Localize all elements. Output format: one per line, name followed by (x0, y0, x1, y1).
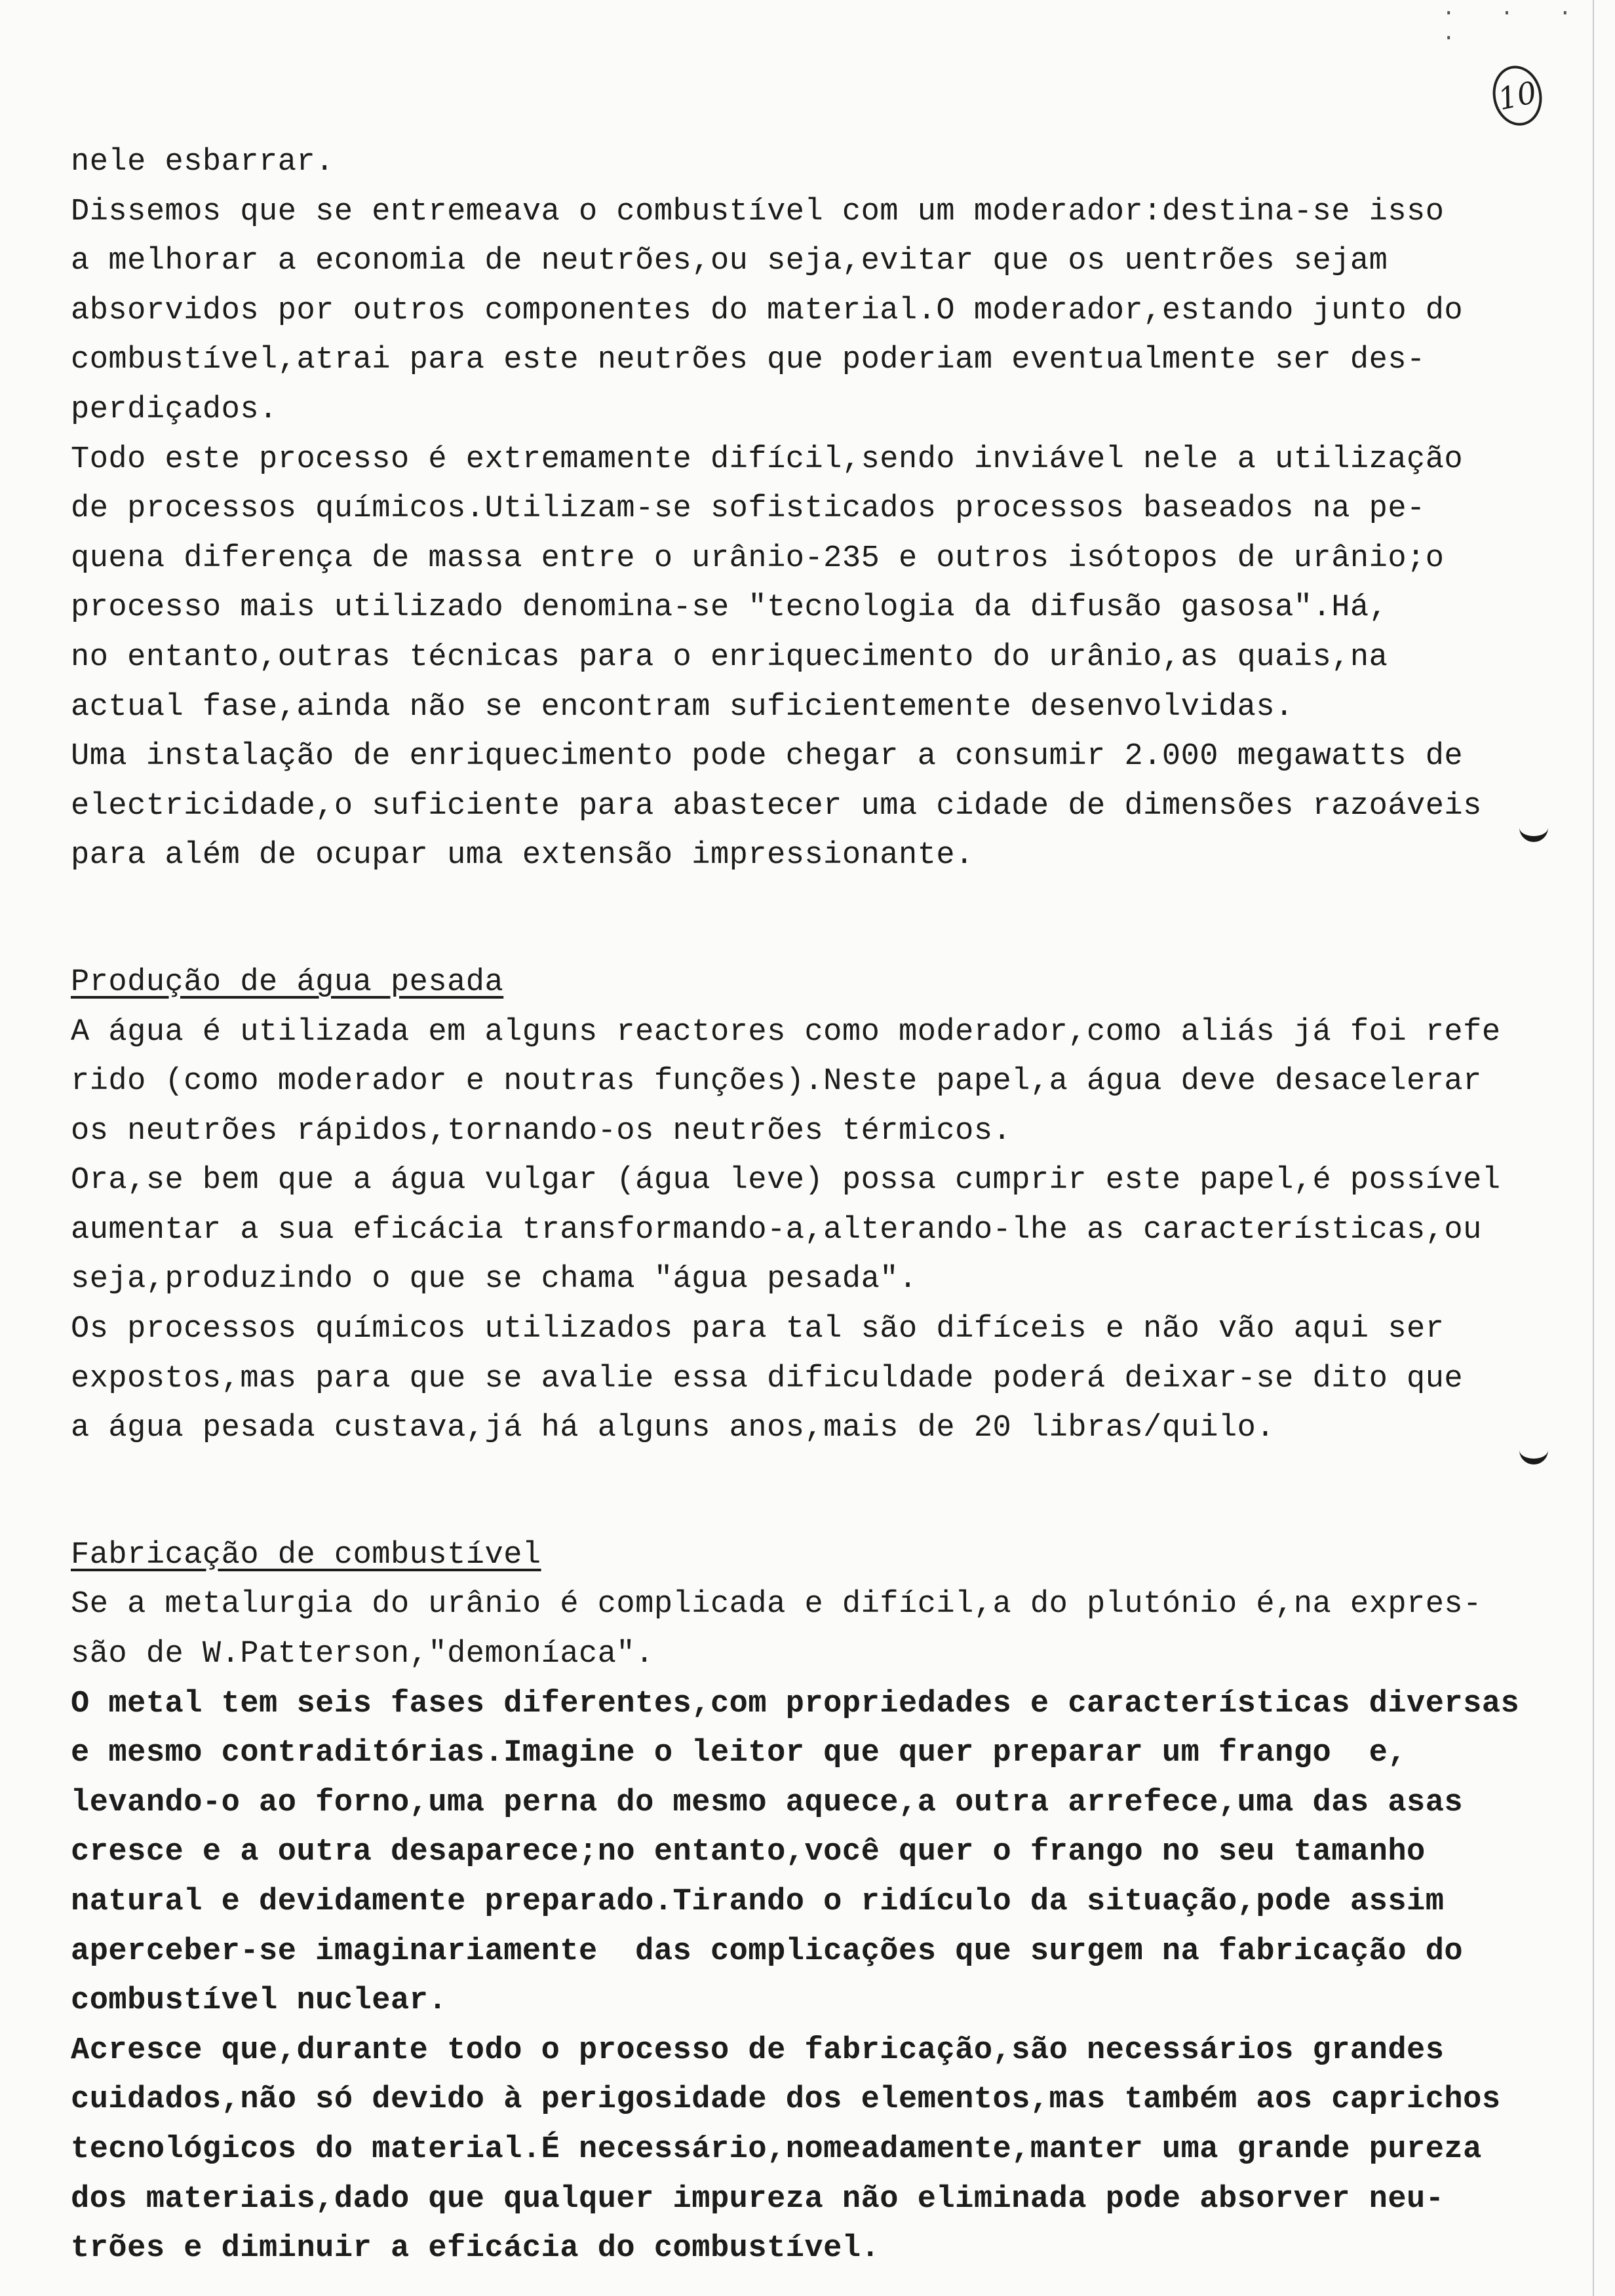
text-line: a água pesada custava,já há alguns anos,mais de 20 libras/quilo. (71, 1411, 1275, 1446)
text-line: Ora,se bem que a água vulgar (água leve) possa cumprir este papel,é possível (71, 1163, 1501, 1198)
text-line: trões e diminuir a eficácia do combustível. (71, 2231, 880, 2267)
text-line: nele esbarrar. (71, 145, 334, 180)
section-gap (71, 1453, 1565, 1531)
text-line: Acresce que,durante todo o processo de fabricação,são necessários grandes (71, 2033, 1445, 2068)
text-line: no entanto,outras técnicas para o enriquecimento do urânio,as quais,na (71, 640, 1388, 675)
text-line: tecnológicos do material.É necessário,nomeadamente,manter uma grande pureza (71, 2132, 1482, 2167)
page-number: 10 (1487, 61, 1547, 130)
text-line: cresce e a outra desaparece;no entanto,você quer o frango no seu tamanho (71, 1835, 1426, 1870)
text-line: aperceber-se imaginariamente das complicações que surgem na fabricação do (71, 1934, 1464, 1969)
text-line: Dissemos que se entremeava o combustível com um moderador:destina-se isso (71, 194, 1445, 229)
text-line: de processos químicos.Utilizam-se sofisticados processos baseados na pe- (71, 491, 1426, 527)
text-line: natural e devidamente preparado.Tirando o ridículo da situação,pode assim (71, 1885, 1445, 1919)
text-line: cuidados,não só devido à perigosidade dos elementos,mas também aos caprichos (71, 2082, 1501, 2118)
text-line: combustível nuclear. (71, 1983, 448, 2019)
section-heading-fuel-fabrication: Fabricação de combustível (71, 1537, 541, 1573)
text-line: actual fase,ainda não se encontram suficientemente desenvolvidas. (71, 689, 1294, 725)
text-line: os neutrões rápidos,tornando-os neutrões térmicos. (71, 1113, 1012, 1149)
text-line: quena diferença de massa entre o urânio-235 e outros isótopos de urânio;o (71, 541, 1445, 576)
section-heading-heavy-water: Produção de água pesada (71, 965, 504, 1000)
text-line: combustível,atrai para este neutrões que poderiam eventualmente ser des- (71, 343, 1426, 378)
text-line: absorvidos por outros componentes do material.O moderador,estando junto do (71, 293, 1464, 328)
text-line: processo mais utilizado denomina-se "tecnologia da difusão gasosa".Há, (71, 590, 1388, 626)
text-line: levando-o ao forno,uma perna do mesmo aquece,a outra arrefece,uma das asas (71, 1785, 1464, 1820)
text-line: perdiçados. (71, 392, 278, 427)
section-gap (71, 881, 1565, 958)
text-line: aumentar a sua eficácia transformando-a,alterando-lhe as características,ou (71, 1212, 1482, 1248)
typed-body (71, 138, 1565, 2274)
text-line: A água é utilizada em alguns reactores como moderador,como aliás já foi refe (71, 1014, 1501, 1050)
text-line: rido (como moderador e noutras funções).Neste papel,a água deve desacelerar (71, 1064, 1482, 1100)
text-line: a melhorar a economia de neutrões,ou seja,evitar que os uentrões sejam (71, 244, 1388, 279)
text-line: Todo este processo é extremamente difícil,sendo inviável nele a utilização (71, 442, 1464, 477)
text-line: seja,produzindo o que se chama "água pesada". (71, 1262, 918, 1297)
text-line: e mesmo contraditórias.Imagine o leitor que quer preparar um frango e, (71, 1736, 1407, 1771)
text-line: para além de ocupar uma extensão impressionante. (71, 838, 974, 873)
text-line: electricidade,o suficiente para abastecer uma cidade de dimensões razoáveis (71, 788, 1482, 824)
text-line: O metal tem seis fases diferentes,com propriedades e características diversas (71, 1686, 1520, 1721)
corner-specks: · · · · (1442, 1, 1588, 51)
text-line: dos materiais,dado que qualquer impureza não eliminada pode absorver neu- (71, 2181, 1445, 2217)
text-line: são de W.Patterson,"demoníaca". (71, 1637, 654, 1672)
text-line: expostos,mas para que se avalie essa dificuldade poderá deixar-se dito que (71, 1361, 1464, 1396)
text-line: Se a metalurgia do urânio é complicada e difícil,a do plutónio é,na expres- (71, 1587, 1482, 1622)
scan-edge-line (1593, 0, 1594, 2296)
text-line: Uma instalação de enriquecimento pode chegar a consumir 2.000 megawatts de (71, 739, 1464, 775)
text-line: Os processos químicos utilizados para tal são difíceis e não vão aqui ser (71, 1312, 1445, 1347)
